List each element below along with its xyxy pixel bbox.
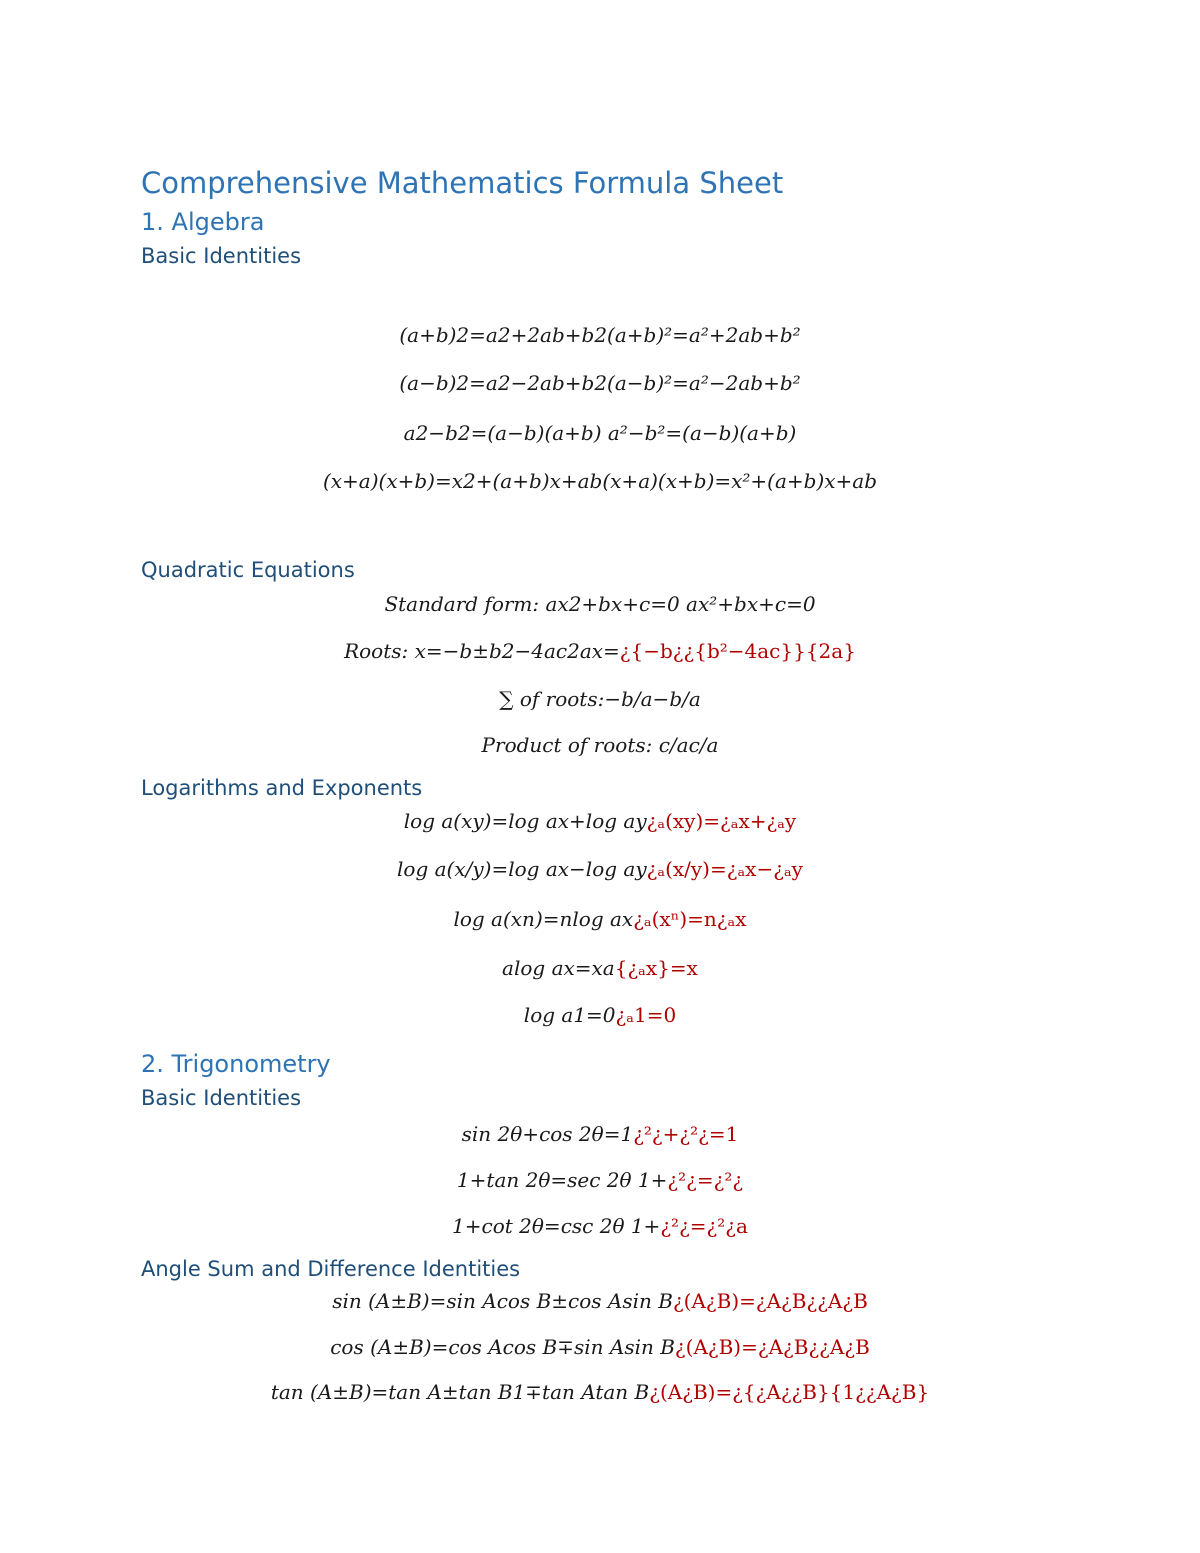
formula-text: log a(xn)=nlog ax — [453, 907, 634, 931]
formula-cos-sum — [0, 1333, 1200, 1361]
formula-pythagorean-1 — [0, 1120, 1200, 1148]
formula-log-quotient — [0, 855, 1200, 883]
formula-text: 1+cot 2θ=csc 2θ 1+ — [452, 1214, 661, 1238]
formula-text: Roots: x=−b±b2−4ac2ax= — [344, 639, 620, 663]
broken-glyph-run: ¿(A¿B)=¿A¿B¿¿A¿B — [672, 1289, 868, 1313]
formula-text: log a(x/y)=log ax−log ay — [397, 857, 647, 881]
subheading-basic-identities: Basic Identities — [141, 244, 302, 268]
broken-glyph-run: ¿(A¿B)=¿{¿A¿¿B}{1¿¿A¿B} — [649, 1380, 930, 1404]
formula-log-product — [0, 807, 1200, 835]
formula-log-inverse — [0, 954, 1200, 982]
formula-text: log a1=0 — [523, 1003, 616, 1027]
page-title: Comprehensive Mathematics Formula Sheet — [141, 166, 784, 200]
formula-sum-of-roots: ∑ of roots:−b/a−b/a — [499, 687, 701, 711]
formula-log-power — [0, 905, 1200, 933]
broken-glyph-run: ¿ₐ(x/y)=¿ₐx−¿ₐy — [646, 857, 803, 881]
formula-text: alog ax=xa — [502, 956, 615, 980]
formula-standard-form: Standard form: ax2+bx+c=0 ax²+bx+c=0 — [384, 592, 816, 616]
broken-glyph-run: ¿ₐ(xy)=¿ₐx+¿ₐy — [646, 809, 797, 833]
formula-log-one — [0, 1001, 1200, 1029]
broken-glyph-run: {¿ₐx}=x — [614, 956, 698, 980]
formula-difference-of-squares: a2−b2=(a−b)(a+b) a²−b²=(a−b)(a+b) — [403, 421, 797, 445]
formula-text: log a(xy)=log ax+log ay — [403, 809, 647, 833]
broken-glyph-run: ¿{−b¿¿{b²−4ac}}{2a} — [619, 639, 856, 663]
formula-text: sin 2θ+cos 2θ=1 — [461, 1122, 634, 1146]
formula-binomial-product: (x+a)(x+b)=x2+(a+b)x+ab(x+a)(x+b)=x²+(a+b)x+ab — [322, 469, 878, 493]
subheading-trig-basic-identities: Basic Identities — [141, 1086, 302, 1110]
broken-glyph-run: ¿²¿=¿²¿ — [667, 1168, 744, 1192]
formula-square-of-difference: (a−b)2=a2−2ab+b2(a−b)²=a²−2ab+b² — [399, 371, 801, 395]
formula-text: 1+tan 2θ=sec 2θ 1+ — [456, 1168, 668, 1192]
formula-quadratic-roots — [0, 637, 1200, 665]
section-heading-algebra: 1. Algebra — [141, 208, 265, 236]
subheading-angle-sum: Angle Sum and Difference Identities — [141, 1257, 521, 1281]
subheading-quadratic-equations: Quadratic Equations — [141, 558, 355, 582]
formula-sin-sum — [0, 1287, 1200, 1315]
formula-text: tan (A±B)=tan A±tan B1∓tan Atan B — [270, 1380, 650, 1404]
formula-text: cos (A±B)=cos Acos B∓sin Asin B — [330, 1335, 675, 1359]
subheading-logarithms: Logarithms and Exponents — [141, 776, 423, 800]
broken-glyph-run: ¿(A¿B)=¿A¿B¿¿A¿B — [674, 1335, 870, 1359]
formula-tan-sum — [0, 1378, 1200, 1406]
formula-pythagorean-2 — [0, 1166, 1200, 1194]
formula-text: sin (A±B)=sin Acos B±cos Asin B — [332, 1289, 673, 1313]
formula-square-of-sum: (a+b)2=a2+2ab+b2(a+b)²=a²+2ab+b² — [399, 323, 801, 347]
formula-pythagorean-3 — [0, 1212, 1200, 1240]
broken-glyph-run: ¿²¿+¿²¿=1 — [633, 1122, 739, 1146]
broken-glyph-run: ¿ₐ1=0 — [615, 1003, 677, 1027]
section-heading-trigonometry: 2. Trigonometry — [141, 1050, 331, 1078]
formula-product-of-roots: Product of roots: c/ac/a — [481, 733, 719, 757]
broken-glyph-run: ¿²¿=¿²¿a — [660, 1214, 748, 1238]
broken-glyph-run: ¿ₐ(xⁿ)=n¿ₐx — [633, 907, 747, 931]
